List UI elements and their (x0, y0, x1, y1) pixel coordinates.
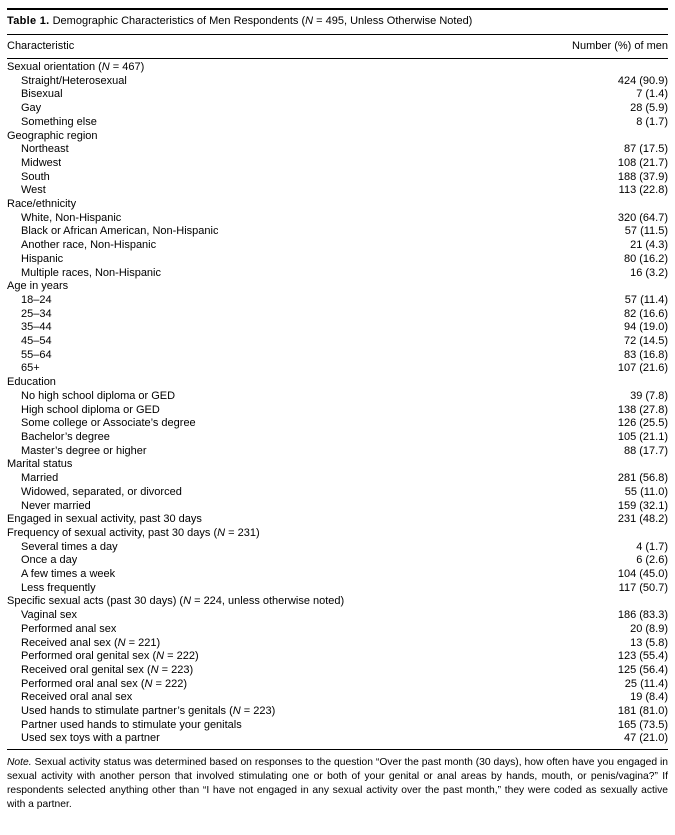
row-value: 72 (14.5) (623, 335, 668, 348)
row-value: 82 (16.6) (623, 307, 668, 320)
row-value: 8 (1.7) (636, 115, 668, 128)
row-value: 55 (11.0) (624, 485, 668, 498)
row-value: 104 (45.0) (617, 568, 668, 581)
table-row (7, 267, 668, 281)
table-row (7, 198, 668, 212)
row-label: No high school diploma or GED (21, 389, 176, 402)
row-label: 35–44 (21, 321, 52, 334)
table-row (7, 527, 668, 541)
row-label: Multiple races, Non-Hispanic (21, 266, 161, 279)
row-value: 125 (56.4) (617, 663, 668, 676)
table-body (7, 59, 668, 749)
row-label: Performed oral anal sex (N = 222) (21, 677, 188, 690)
row-label: Received anal sex (N = 221) (21, 636, 161, 649)
table-row (7, 637, 668, 651)
row-label: Vaginal sex (21, 609, 78, 622)
table-row (7, 88, 668, 102)
row-value: 88 (17.7) (623, 444, 668, 457)
row-value: 113 (22.8) (618, 184, 668, 197)
row-label: Bachelor’s degree (21, 430, 110, 443)
table-row (7, 623, 668, 637)
table-row (7, 349, 668, 363)
row-value: 57 (11.5) (624, 225, 668, 238)
table-row (7, 554, 668, 568)
table-row (7, 678, 668, 692)
row-label: Another race, Non-Hispanic (21, 239, 157, 252)
table-row (7, 500, 668, 514)
row-value: 20 (8.9) (630, 622, 668, 635)
column-header-row (7, 35, 668, 58)
table-row (7, 417, 668, 431)
table-row (7, 486, 668, 500)
row-label: Performed oral genital sex (N = 222) (21, 650, 199, 663)
table-row (7, 212, 668, 226)
row-value: 80 (16.2) (623, 252, 668, 265)
row-value: 19 (8.4) (630, 691, 668, 704)
row-value: 188 (37.9) (617, 170, 668, 183)
table-row (7, 404, 668, 418)
row-label: Marital status (7, 458, 73, 471)
table-row (7, 157, 668, 171)
table-row (7, 664, 668, 678)
row-label: 65+ (21, 362, 40, 375)
row-label: Education (7, 376, 56, 389)
row-value: 6 (2.6) (636, 554, 668, 567)
row-value: 138 (27.8) (617, 403, 668, 416)
table-row (7, 116, 668, 130)
row-label: Bisexual (21, 88, 63, 101)
row-label: Sexual orientation (N = 467) (7, 61, 145, 73)
row-label: 25–34 (21, 307, 52, 320)
row-label: Used hands to stimulate partner’s genitals (N = 223) (21, 705, 276, 718)
row-label: Northeast (21, 143, 69, 156)
row-label: 18–24 (21, 293, 52, 306)
row-value: 16 (3.2) (630, 266, 668, 279)
row-label: Widowed, separated, or divorced (21, 485, 182, 498)
row-label: Frequency of sexual activity, past 30 days (N = 231) (7, 526, 260, 539)
table-row (7, 239, 668, 253)
table-row (7, 582, 668, 596)
table-row (7, 472, 668, 486)
table-row (7, 61, 668, 75)
table-row (7, 253, 668, 267)
row-label: Some college or Associate’s degree (21, 417, 196, 430)
row-label: Received oral anal sex (21, 691, 133, 704)
row-value: 87 (17.5) (623, 143, 668, 156)
table-row (7, 390, 668, 404)
table-row (7, 650, 668, 664)
row-label: Hispanic (21, 252, 64, 265)
table-caption (7, 10, 668, 34)
row-label: 45–54 (21, 335, 52, 348)
row-value: 94 (19.0) (623, 321, 668, 334)
table-label: Table 1. (7, 15, 50, 27)
row-value: 117 (50.7) (618, 581, 668, 594)
row-value: 281 (56.8) (617, 472, 668, 485)
table-row (7, 568, 668, 582)
table-row (7, 609, 668, 623)
row-value: 231 (48.2) (617, 513, 668, 526)
table-row (7, 732, 668, 746)
row-label: Less frequently (21, 581, 96, 594)
row-label: Straight/Heterosexual (21, 74, 127, 87)
row-label: West (21, 184, 46, 197)
table-row (7, 513, 668, 527)
row-label: Engaged in sexual activity, past 30 days (7, 513, 202, 526)
row-value: 13 (5.8) (630, 636, 668, 649)
table-row (7, 308, 668, 322)
row-value: 186 (83.3) (617, 609, 668, 622)
row-label: Geographic region (7, 129, 98, 142)
table-row (7, 75, 668, 89)
row-label: Never married (21, 499, 91, 512)
table-row (7, 184, 668, 198)
table-row (7, 705, 668, 719)
row-label: Master’s degree or higher (21, 444, 147, 457)
table-row (7, 719, 668, 733)
row-value: 28 (5.9) (630, 102, 668, 115)
table-row (7, 362, 668, 376)
row-label: Performed anal sex (21, 622, 117, 635)
row-value: 320 (64.7) (617, 211, 668, 224)
table-title: Demographic Characteristics of Men Respondents (N = 495, Unless Otherwise Noted) (52, 15, 473, 27)
note-label: Note. (7, 757, 32, 769)
table-row (7, 321, 668, 335)
row-label: Partner used hands to stimulate your genitals (21, 718, 242, 731)
row-label: Midwest (21, 156, 62, 169)
row-label: Received oral genital sex (N = 223) (21, 663, 194, 676)
row-label: Age in years (7, 280, 69, 293)
row-value: 83 (16.8) (623, 348, 668, 361)
row-value: 108 (21.7) (617, 156, 668, 169)
row-value: 47 (21.0) (623, 732, 668, 745)
table-row (7, 130, 668, 144)
row-value: 21 (4.3) (630, 239, 668, 252)
row-label: Several times a day (21, 540, 118, 553)
row-value: 165 (73.5) (617, 718, 668, 731)
row-label: Once a day (21, 554, 78, 567)
row-label: White, Non-Hispanic (21, 211, 122, 224)
table-row (7, 541, 668, 555)
table-row (7, 280, 668, 294)
table-row (7, 376, 668, 390)
table-row (7, 102, 668, 116)
row-label: Gay (21, 102, 42, 115)
row-value: 7 (1.4) (636, 88, 668, 101)
row-value: 123 (55.4) (617, 650, 668, 663)
row-label: Something else (21, 115, 97, 128)
row-label: 55–64 (21, 348, 52, 361)
row-label: Married (21, 472, 59, 485)
column-header-value: Number (%) of men (572, 40, 668, 52)
row-label: Specific sexual acts (past 30 days) (N = 224, unless otherwise noted) (7, 595, 345, 608)
table-row (7, 143, 668, 157)
table-row (7, 225, 668, 239)
table-row (7, 431, 668, 445)
table-row (7, 335, 668, 349)
row-value: 181 (81.0) (617, 705, 668, 718)
row-value: 424 (90.9) (617, 74, 668, 87)
row-label: High school diploma or GED (21, 403, 160, 416)
table-row (7, 595, 668, 609)
row-label: Race/ethnicity (7, 198, 77, 211)
table-row (7, 691, 668, 705)
column-header-characteristic: Characteristic (7, 40, 75, 52)
table-note (7, 750, 668, 812)
row-value: 126 (25.5) (617, 417, 668, 430)
row-label: Black or African American, Non-Hispanic (21, 225, 219, 238)
row-label: A few times a week (21, 568, 116, 581)
row-value: 39 (7.8) (630, 389, 668, 402)
table-row (7, 171, 668, 185)
table-row (7, 294, 668, 308)
row-value: 159 (32.1) (617, 499, 668, 512)
row-value: 107 (21.6) (617, 362, 668, 375)
row-value: 4 (1.7) (636, 540, 668, 553)
row-label: South (21, 170, 50, 183)
table-row (7, 445, 668, 459)
note-text: Sexual activity status was determined based on responses to the question “Over the past month (30 days), how often have you engaged in sexual activity with another person that involved stimulating one or both of your genital or anal areas by hands, mouth, or penis/vagina?” If respondents selected anything other than “I have not engaged in any sexual activity over the past month,” they were coded as sexually active with a partner. (7, 757, 668, 810)
row-label: Used sex toys with a partner (21, 732, 160, 745)
row-value: 105 (21.1) (617, 430, 668, 443)
table-row (7, 458, 668, 472)
row-value: 25 (11.4) (624, 677, 668, 690)
row-value: 57 (11.4) (624, 293, 668, 306)
